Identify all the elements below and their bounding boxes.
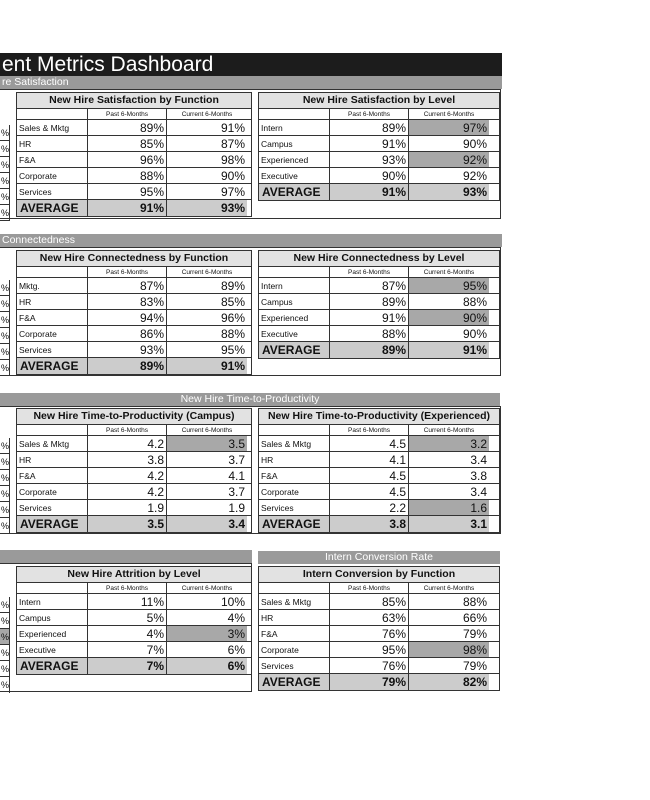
stub-cell: % [0, 486, 9, 502]
value-current: 89% [220, 279, 245, 293]
value-current: 90% [462, 137, 487, 151]
row-label: F&A [259, 626, 330, 641]
row-label: Sales & Mktg [17, 436, 88, 451]
table-row [17, 610, 251, 626]
row-label: Intern [259, 120, 330, 135]
table-row [259, 436, 499, 452]
value-past: 3.8 [88, 452, 167, 467]
value-past: 87% [330, 278, 409, 293]
value-past: 91% [330, 136, 409, 151]
value-current: 96% [220, 311, 245, 325]
value-current: 88% [220, 327, 245, 341]
table-header-row [259, 267, 499, 278]
row-label: Mktg. [17, 278, 88, 293]
value-past: 88% [88, 168, 167, 183]
value-current: 95% [220, 343, 245, 357]
row-label: Corporate [259, 484, 330, 499]
stub-cell: % [0, 141, 9, 157]
value-current: 97% [220, 185, 245, 199]
value-past: 4.2 [88, 484, 167, 499]
value-past: 76% [330, 626, 409, 641]
average-label: AVERAGE [17, 658, 88, 674]
value-current: 3% [167, 626, 247, 641]
average-row [17, 200, 251, 216]
value-current: 85% [220, 295, 245, 309]
stub-cell: % [0, 470, 9, 486]
table-row [17, 168, 251, 184]
table-header-row [259, 109, 499, 120]
table-conn-function [16, 250, 252, 375]
table-row [17, 626, 251, 642]
table-row [17, 136, 251, 152]
header-current: Current 6-Months [423, 111, 475, 118]
value-past: 2.2 [330, 500, 409, 515]
section-bar-attrition [0, 550, 252, 563]
average-label: AVERAGE [17, 200, 88, 216]
row-label: Experienced [259, 310, 330, 325]
row-label: Sales & Mktg [17, 120, 88, 135]
value-past: 96% [88, 152, 167, 167]
header-current: Current 6-Months [423, 269, 475, 276]
average-current: 93% [167, 200, 247, 216]
average-current: 91% [409, 342, 489, 358]
value-current: 97% [409, 120, 489, 135]
average-label: AVERAGE [17, 358, 88, 374]
table-row [259, 626, 499, 642]
table-row [259, 484, 499, 500]
header-past: Past 6-Months [330, 267, 409, 277]
average-row [259, 184, 499, 200]
stub-cell: % [0, 518, 9, 534]
value-past: 76% [330, 658, 409, 673]
header-blank [259, 425, 330, 435]
average-current: 6% [167, 658, 247, 674]
row-label: Corporate [17, 168, 88, 183]
table-row [259, 326, 499, 342]
row-label: Services [17, 184, 88, 199]
table-title: New Hire Connectedness by Level [259, 251, 499, 267]
header-current: Current 6-Months [181, 585, 233, 592]
section-title-intern: Intern Conversion Rate [325, 551, 433, 563]
row-label: Campus [259, 294, 330, 309]
table-row [259, 152, 499, 168]
average-current: 3.4 [167, 516, 247, 532]
row-label: Corporate [17, 326, 88, 341]
row-label: Executive [259, 168, 330, 183]
average-label: AVERAGE [259, 674, 330, 690]
table-row [259, 168, 499, 184]
row-label: HR [17, 136, 88, 151]
header-past: Past 6-Months [88, 267, 167, 277]
table-row [259, 294, 499, 310]
average-past: 91% [330, 184, 409, 200]
stub-cell: % [0, 360, 9, 376]
stub-cell: % [0, 157, 9, 173]
value-past: 87% [88, 278, 167, 293]
table-row [259, 610, 499, 626]
stub-cell: % [0, 173, 9, 189]
row-label: Experienced [259, 152, 330, 167]
table-intern-function [258, 566, 500, 691]
stub-cell: % [0, 125, 9, 141]
row-label: F&A [17, 310, 88, 325]
left-stub-attrition [0, 597, 10, 693]
table-row [259, 278, 499, 294]
stub-cell: % [0, 280, 9, 296]
value-past: 85% [330, 594, 409, 609]
left-stub-connectedness [0, 280, 10, 376]
value-past: 93% [330, 152, 409, 167]
stub-cell: % [0, 613, 9, 629]
average-row [17, 516, 251, 532]
stub-cell: % [0, 645, 9, 661]
average-current: 82% [409, 674, 489, 690]
table-sat-level [258, 92, 500, 201]
table-prod-campus [16, 408, 252, 533]
table-row [17, 120, 251, 136]
table-conn-level [258, 250, 500, 359]
header-blank [17, 267, 88, 277]
average-label: AVERAGE [259, 184, 330, 200]
value-past: 88% [330, 326, 409, 341]
table-title: New Hire Attrition by Level [17, 567, 251, 583]
table-header-row [17, 109, 251, 120]
table-header-row [259, 583, 499, 594]
value-current: 3.8 [470, 469, 487, 483]
dashboard-title: ent Metrics Dashboard [0, 53, 502, 76]
value-current: 92% [409, 152, 489, 167]
table-title: New Hire Satisfaction by Function [17, 93, 251, 109]
value-past: 94% [88, 310, 167, 325]
value-past: 4.5 [330, 484, 409, 499]
value-past: 86% [88, 326, 167, 341]
row-label: Intern [259, 278, 330, 293]
table-row [17, 484, 251, 500]
value-current: 66% [462, 611, 487, 625]
section-title-connectedness: Connectedness [2, 234, 75, 246]
value-current: 3.7 [228, 453, 245, 467]
value-current: 1.9 [228, 501, 245, 515]
value-current: 3.5 [167, 436, 247, 451]
average-current: 3.1 [409, 516, 489, 532]
header-past: Past 6-Months [88, 109, 167, 119]
header-blank [17, 583, 88, 593]
table-row [17, 342, 251, 358]
row-label: HR [259, 452, 330, 467]
table-title: New Hire Time-to-Productivity (Campus) [17, 409, 251, 425]
table-row [17, 594, 251, 610]
header-current: Current 6-Months [181, 111, 233, 118]
value-current: 88% [462, 295, 487, 309]
average-label: AVERAGE [17, 516, 88, 532]
stub-cell: % [0, 344, 9, 360]
table-row [17, 310, 251, 326]
stub-cell: % [0, 296, 9, 312]
row-label: HR [259, 610, 330, 625]
stub-cell: % [0, 189, 9, 205]
average-past: 3.8 [330, 516, 409, 532]
row-label: Services [17, 342, 88, 357]
section-bar-connectedness [0, 234, 502, 247]
average-row [259, 674, 499, 690]
row-label: Campus [259, 136, 330, 151]
header-current: Current 6-Months [181, 269, 233, 276]
table-header-row [17, 267, 251, 278]
value-past: 85% [88, 136, 167, 151]
row-label: Sales & Mktg [259, 594, 330, 609]
row-label: Campus [17, 610, 88, 625]
stub-cell: % [0, 661, 9, 677]
value-current: 95% [409, 278, 489, 293]
section-title-productivity: New Hire Time-to-Productivity [180, 393, 320, 405]
row-label: Services [259, 500, 330, 515]
left-stub-productivity [0, 438, 10, 534]
stub-cell: % [0, 205, 9, 221]
value-current: 3.4 [470, 485, 487, 499]
average-past: 79% [330, 674, 409, 690]
average-current: 93% [409, 184, 489, 200]
stub-cell: % [0, 312, 9, 328]
average-label: AVERAGE [259, 342, 330, 358]
value-current: 98% [220, 153, 245, 167]
stub-cell: % [0, 629, 9, 645]
table-sat-function [16, 92, 252, 217]
stub-cell: % [0, 680, 9, 690]
header-past: Past 6-Months [88, 425, 167, 435]
table-header-row [17, 583, 251, 594]
section-bar-satisfaction [0, 76, 502, 89]
table-row [259, 468, 499, 484]
average-row [17, 358, 251, 374]
average-past: 91% [88, 200, 167, 216]
row-label: F&A [17, 468, 88, 483]
header-blank [17, 425, 88, 435]
header-past: Past 6-Months [330, 583, 409, 593]
table-prod-experienced [258, 408, 500, 533]
average-row [259, 516, 499, 532]
table-row [17, 452, 251, 468]
table-row [17, 326, 251, 342]
section-bar-productivity [0, 393, 500, 406]
value-current: 88% [462, 595, 487, 609]
value-past: 89% [330, 120, 409, 135]
table-title: New Hire Connectedness by Function [17, 251, 251, 267]
value-past: 4.2 [88, 468, 167, 483]
row-label: Services [17, 500, 88, 515]
table-row [259, 658, 499, 674]
table-row [259, 642, 499, 658]
value-past: 83% [88, 294, 167, 309]
row-label: Executive [259, 326, 330, 341]
header-blank [259, 267, 330, 277]
row-label: HR [17, 452, 88, 467]
section-bar-intern [258, 551, 500, 564]
row-label: Services [259, 658, 330, 673]
header-past: Past 6-Months [330, 109, 409, 119]
value-current: 90% [409, 310, 489, 325]
value-current: 79% [462, 627, 487, 641]
left-stub-satisfaction [0, 125, 10, 221]
value-current: 6% [227, 643, 245, 657]
table-row [259, 594, 499, 610]
value-past: 7% [88, 642, 167, 657]
value-current: 79% [462, 659, 487, 673]
table-row [17, 152, 251, 168]
table-row [17, 278, 251, 294]
table-header-row [259, 425, 499, 436]
row-label: Intern [17, 594, 88, 609]
value-current: 3.7 [228, 485, 245, 499]
value-past: 63% [330, 610, 409, 625]
table-title: Intern Conversion by Function [259, 567, 499, 583]
value-current: 4.1 [228, 469, 245, 483]
value-past: 4.5 [330, 468, 409, 483]
average-row [17, 658, 251, 674]
header-blank [17, 109, 88, 119]
value-past: 4.1 [330, 452, 409, 467]
value-current: 91% [220, 121, 245, 135]
value-current: 87% [220, 137, 245, 151]
value-current: 3.2 [409, 436, 489, 451]
table-row [17, 436, 251, 452]
stub-cell: % [0, 502, 9, 518]
table-row [17, 468, 251, 484]
value-current: 98% [409, 642, 489, 657]
table-row [17, 500, 251, 516]
value-current: 92% [462, 169, 487, 183]
value-current: 4% [227, 611, 245, 625]
average-past: 89% [88, 358, 167, 374]
table-row [259, 136, 499, 152]
table-row [259, 452, 499, 468]
stub-cell: % [0, 328, 9, 344]
value-past: 4% [88, 626, 167, 641]
table-row [259, 310, 499, 326]
row-label: HR [17, 294, 88, 309]
value-past: 89% [330, 294, 409, 309]
table-row [17, 184, 251, 200]
stub-cell: % [0, 454, 9, 470]
average-current: 91% [167, 358, 247, 374]
header-past: Past 6-Months [88, 583, 167, 593]
average-row [259, 342, 499, 358]
table-row [259, 120, 499, 136]
average-past: 89% [330, 342, 409, 358]
table-row [17, 294, 251, 310]
header-current: Current 6-Months [181, 427, 233, 434]
value-current: 10% [220, 595, 245, 609]
value-past: 11% [88, 594, 167, 609]
header-past: Past 6-Months [330, 425, 409, 435]
section-title-satisfaction: re Satisfaction [2, 76, 69, 88]
value-past: 5% [88, 610, 167, 625]
row-label: F&A [17, 152, 88, 167]
value-past: 1.9 [88, 500, 167, 515]
average-past: 3.5 [88, 516, 167, 532]
value-current: 1.6 [409, 500, 489, 515]
table-header-row [17, 425, 251, 436]
row-label: Executive [17, 642, 88, 657]
row-label: F&A [259, 468, 330, 483]
header-blank [259, 109, 330, 119]
value-current: 3.4 [470, 453, 487, 467]
table-row [17, 642, 251, 658]
table-attrition-level [16, 566, 252, 675]
header-current: Current 6-Months [423, 585, 475, 592]
header-current: Current 6-Months [423, 427, 475, 434]
value-past: 95% [330, 642, 409, 657]
value-current: 90% [220, 169, 245, 183]
table-title: New Hire Satisfaction by Level [259, 93, 499, 109]
average-past: 7% [88, 658, 167, 674]
value-past: 95% [88, 184, 167, 199]
row-label: Corporate [259, 642, 330, 657]
value-current: 90% [462, 327, 487, 341]
table-title: New Hire Time-to-Productivity (Experienced) [259, 409, 499, 425]
value-past: 4.5 [330, 436, 409, 451]
value-past: 89% [88, 120, 167, 135]
value-past: 4.2 [88, 436, 167, 451]
row-label: Sales & Mktg [259, 436, 330, 451]
stub-cell: % [0, 597, 9, 613]
row-label: Experienced [17, 626, 88, 641]
value-past: 93% [88, 342, 167, 357]
row-label: Corporate [17, 484, 88, 499]
average-label: AVERAGE [259, 516, 330, 532]
table-row [259, 500, 499, 516]
header-blank [259, 583, 330, 593]
value-past: 91% [330, 310, 409, 325]
stub-cell: % [0, 438, 9, 454]
value-past: 90% [330, 168, 409, 183]
